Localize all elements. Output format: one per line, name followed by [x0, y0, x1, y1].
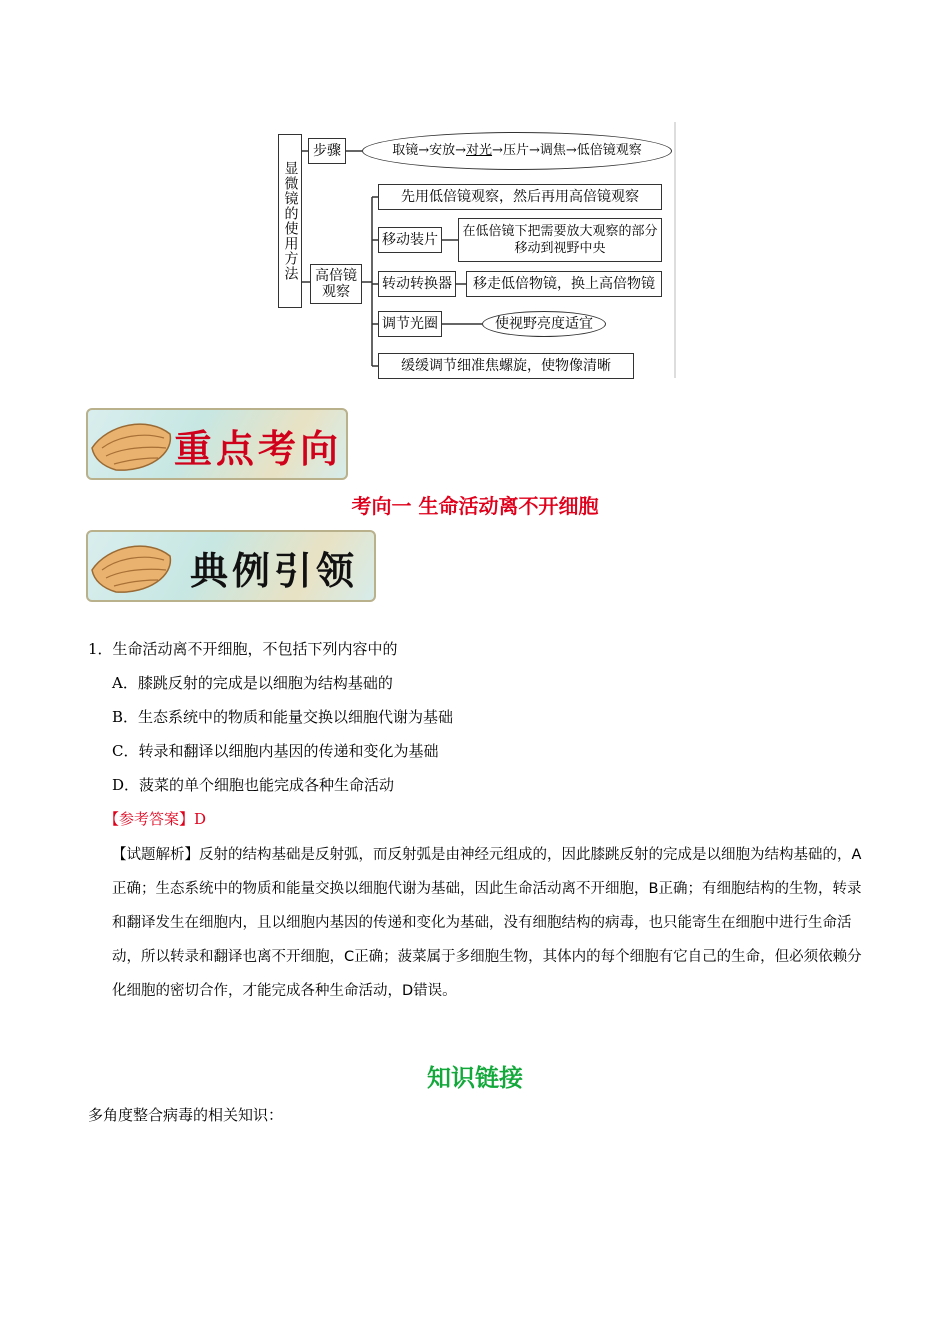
step-4: 压片	[502, 143, 529, 158]
explanation-text: 反射的结构基础是反射弧，而反射弧是由神经元组成的，因此膝跳反射的完成是以细胞为结构基础的，A正确；生态系统中的物质和能量交换以细胞代谢为基础，因此生命活动离不开细胞，B正确；有细胞结构的生物，转录和翻译发生在细胞内，且以细胞内基因的传递和变化为基础，没有细胞结构的病毒，也只能寄生在细胞中进行生命活动，所以转录和翻译也离不开细胞，C正确；菠菜属于多细胞生物，其体内的每个细胞有它自己的生命，但必须依赖分化细胞的密切合作，才能完成各种生命活动，D错误。	[112, 847, 862, 999]
step-6: 低倍镜观察	[576, 143, 642, 158]
diagram-item-2: 移动装片	[378, 227, 442, 253]
diagram-item-1: 先用低倍镜观察，然后再用高倍镜观察	[378, 184, 662, 210]
answer-value: D	[194, 810, 207, 828]
diagram-item-5: 缓缓调节细准焦螺旋，使物像清晰	[378, 353, 634, 379]
option-a: A．膝跳反射的完成是以细胞为结构基础的	[112, 674, 393, 692]
knowledge-intro: 多角度整合病毒的相关知识：	[88, 1106, 284, 1124]
step-5: 调焦	[539, 143, 566, 158]
answer-line	[104, 808, 206, 829]
shell-icon	[88, 414, 174, 476]
arrow-icon: →	[418, 143, 430, 158]
knowledge-title: 知识链接	[427, 1063, 523, 1092]
diagram-high-label: 高倍镜观察	[310, 264, 362, 304]
question-stem: 1．生命活动离不开细胞，不包括下列内容中的	[88, 640, 398, 658]
arrow-icon: →	[565, 143, 577, 158]
diagram-root: 显微镜的使用方法	[278, 134, 302, 308]
option-c: C．转录和翻译以细胞内基因的传递和变化为基础	[112, 742, 439, 760]
diagram-step-label: 步骤	[308, 138, 346, 164]
focus-banner-text: 重点考向	[174, 426, 343, 471]
arrow-icon: →	[455, 143, 467, 158]
example-banner-text: 典例引领	[190, 548, 359, 593]
arrow-icon: →	[528, 143, 540, 158]
diagram-item-4: 调节光圈	[378, 311, 442, 337]
shell-icon	[88, 536, 174, 598]
explanation	[112, 838, 872, 1008]
arrow-icon: →	[492, 143, 503, 158]
focus-banner	[86, 408, 348, 480]
step-3: 对光	[466, 143, 493, 158]
diagram-item-2-detail: 在低倍镜下把需要放大观察的部分移动到视野中央	[458, 218, 662, 262]
microscope-usage-diagram	[270, 122, 680, 378]
answer-label: 【参考答案】	[104, 810, 195, 828]
example-banner	[86, 530, 376, 602]
explanation-label: 【试题解析】	[112, 847, 199, 863]
step-1: 取镜	[392, 143, 419, 158]
option-d: D．菠菜的单个细胞也能完成各种生命活动	[112, 776, 395, 794]
diagram-steps-oval	[362, 132, 672, 170]
section-title: 考向一 生命活动离不开细胞	[351, 494, 599, 518]
step-2: 安放	[429, 143, 456, 158]
diagram-item-3-detail: 移走低倍物镜，换上高倍物镜	[466, 271, 662, 297]
diagram-item-3: 转动转换器	[378, 271, 456, 297]
diagram-item-4-detail: 使视野亮度适宜	[482, 311, 606, 337]
option-b: B．生态系统中的物质和能量交换以细胞代谢为基础	[112, 708, 454, 726]
